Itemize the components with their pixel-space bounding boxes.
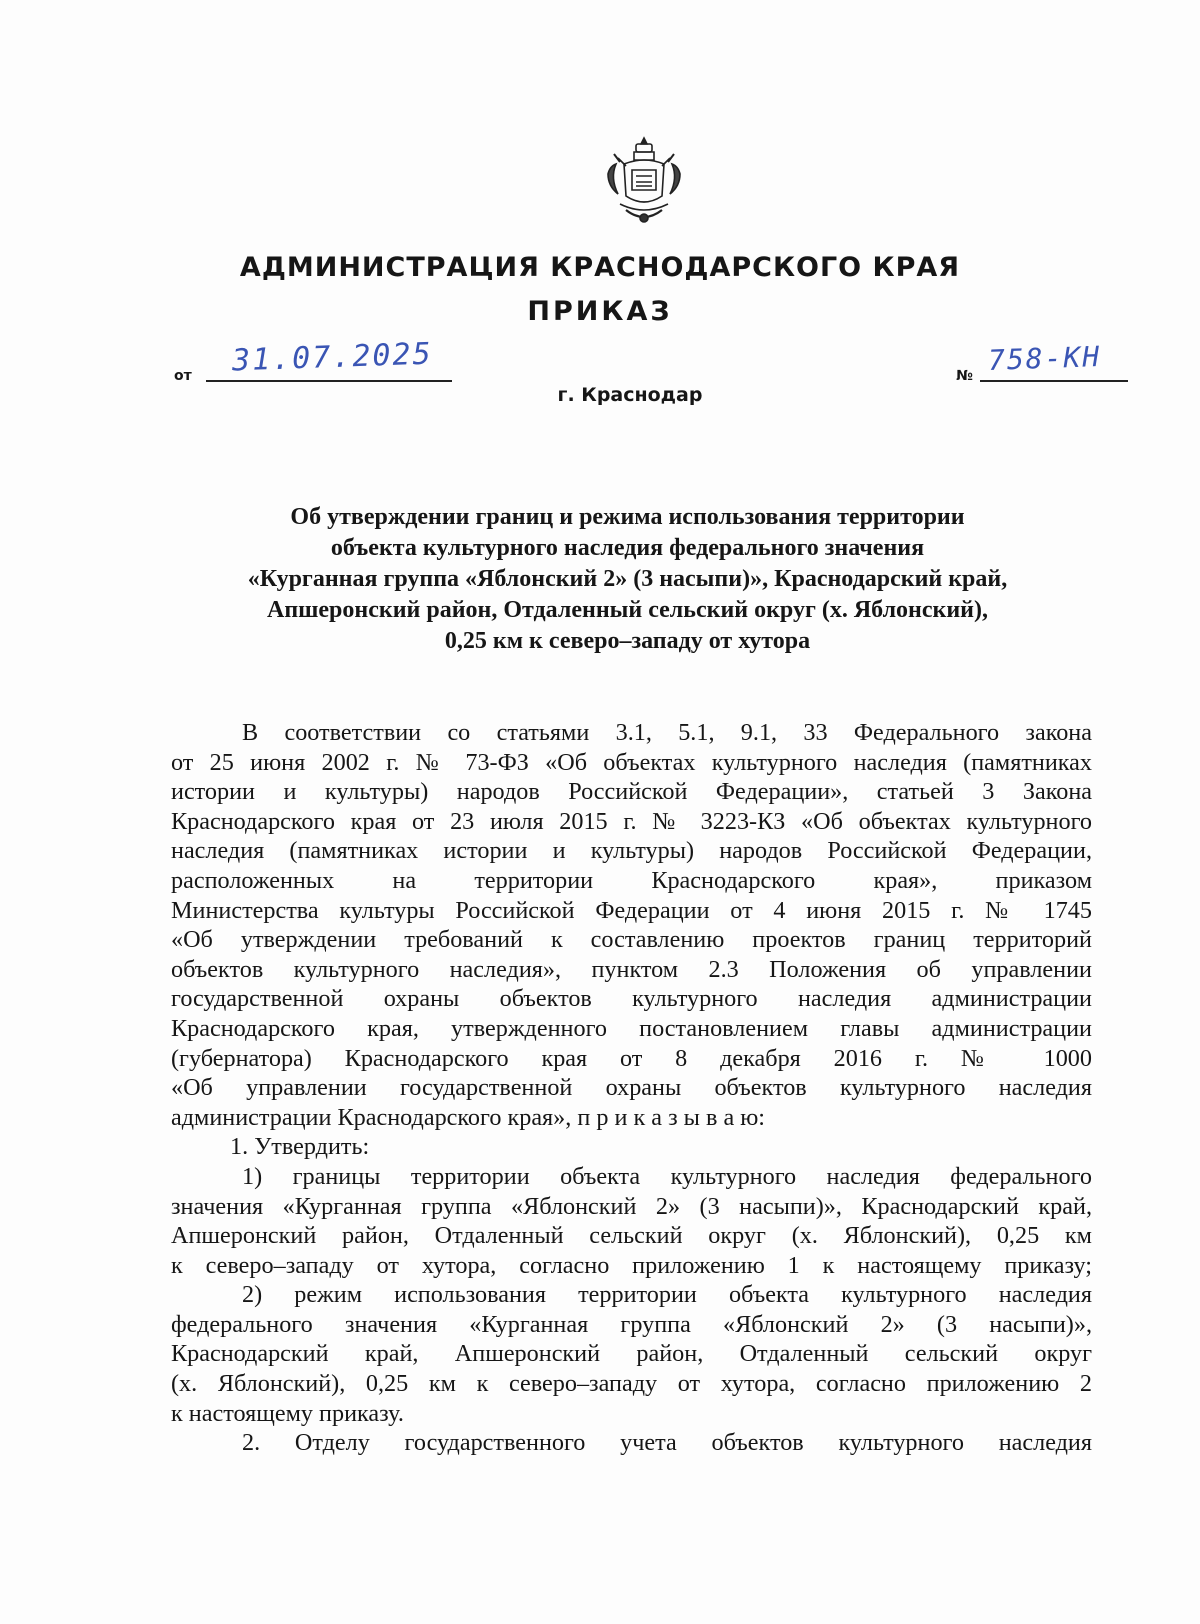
body-line: Краснодарского края, утвержденного постановлением главы администрации <box>171 1014 1092 1042</box>
document-title <box>160 502 1095 657</box>
city-name: г. Краснодар <box>557 384 703 406</box>
date-label: от <box>174 368 192 384</box>
body-line: государственной охраны объектов культурного наследия администрации <box>171 985 1092 1013</box>
date-underline <box>206 380 452 382</box>
body-line: значения «Курганная группа «Яблонский 2» (3 насыпи)», Краснодарский край, <box>171 1192 1092 1220</box>
body-line: Краснодарский край, Апшеронский район, Отдаленный сельский округ <box>171 1340 1092 1368</box>
body-line: Апшеронский район, Отдаленный сельский округ (х. Яблонский), 0,25 км <box>171 1222 1092 1250</box>
krasnodar-coat-of-arms-icon <box>604 134 684 228</box>
body-line: администрации Краснодарского края», п р и к а з ы в а ю: <box>171 1103 766 1131</box>
number-underline <box>980 380 1128 382</box>
body-line: наследия (памятниках истории и культуры) народов Российской Федерации, <box>171 837 1092 865</box>
document-type: ПРИКАЗ <box>527 296 673 327</box>
body-line: истории и культуры) народов Российской Федерации», статьей 3 Закона <box>171 778 1092 806</box>
body-line: «Об утверждении требований к составлению проектов границ территорий <box>171 926 1092 954</box>
body-line: к северо–западу от хутора, согласно приложению 1 к настоящему приказу; <box>171 1251 1092 1279</box>
number-value-handwritten: 758-КН <box>987 340 1102 377</box>
body-line: 1) границы территории объекта культурного наследия федерального <box>242 1162 1092 1190</box>
title-line: объекта культурного наследия федерального значения <box>330 535 925 561</box>
body-line: 1. Утвердить: <box>230 1133 370 1161</box>
title-line: Апшеронский район, Отдаленный сельский округ (х. Яблонский), <box>266 597 989 623</box>
body-line: к настоящему приказу. <box>171 1399 404 1427</box>
title-line: 0,25 км к северо–западу от хутора <box>444 628 811 654</box>
title-line: «Курганная группа «Яблонский 2» (3 насыпи)», Краснодарский край, <box>247 566 1008 592</box>
body-line: «Об управлении государственной охраны объектов культурного наследия <box>171 1074 1092 1102</box>
body-line: Министерства культуры Российской Федерации от 4 июня 2015 г. № 1745 <box>171 896 1092 924</box>
body-line: 2. Отделу государственного учета объектов культурного наследия <box>242 1429 1092 1457</box>
body-line: расположенных на территории Краснодарского края», приказом <box>171 866 1092 894</box>
title-line: Об утверждении границ и режима использования территории <box>290 504 965 530</box>
body-line: от 25 июня 2002 г. № 73-ФЗ «Об объектах культурного наследия (памятниках <box>171 748 1092 776</box>
body-line: (х. Яблонский), 0,25 км к северо–западу от хутора, согласно приложению 2 <box>171 1370 1092 1398</box>
body-line: федерального значения «Курганная группа «Яблонский 2» (3 насыпи)», <box>171 1310 1092 1338</box>
number-label: № <box>956 368 973 384</box>
body-line: (губернатора) Краснодарского края от 8 декабря 2016 г. № 1000 <box>171 1044 1092 1072</box>
date-value-handwritten: 31.07.2025 <box>231 336 434 379</box>
body-line: 2) режим использования территории объекта культурного наследия <box>242 1281 1092 1309</box>
body-line: Краснодарского края от 23 июля 2015 г. № 3223-КЗ «Об объектах культурного <box>171 807 1092 835</box>
body-line: объектов культурного наследия», пунктом 2.3 Положения об управлении <box>171 955 1092 983</box>
document-body <box>171 718 1092 1458</box>
organization-name: АДМИНИСТРАЦИЯ КРАСНОДАРСКОГО КРАЯ <box>239 252 961 283</box>
body-line: В соответствии со статьями 3.1, 5.1, 9.1, 33 Федерального закона <box>242 719 1092 746</box>
